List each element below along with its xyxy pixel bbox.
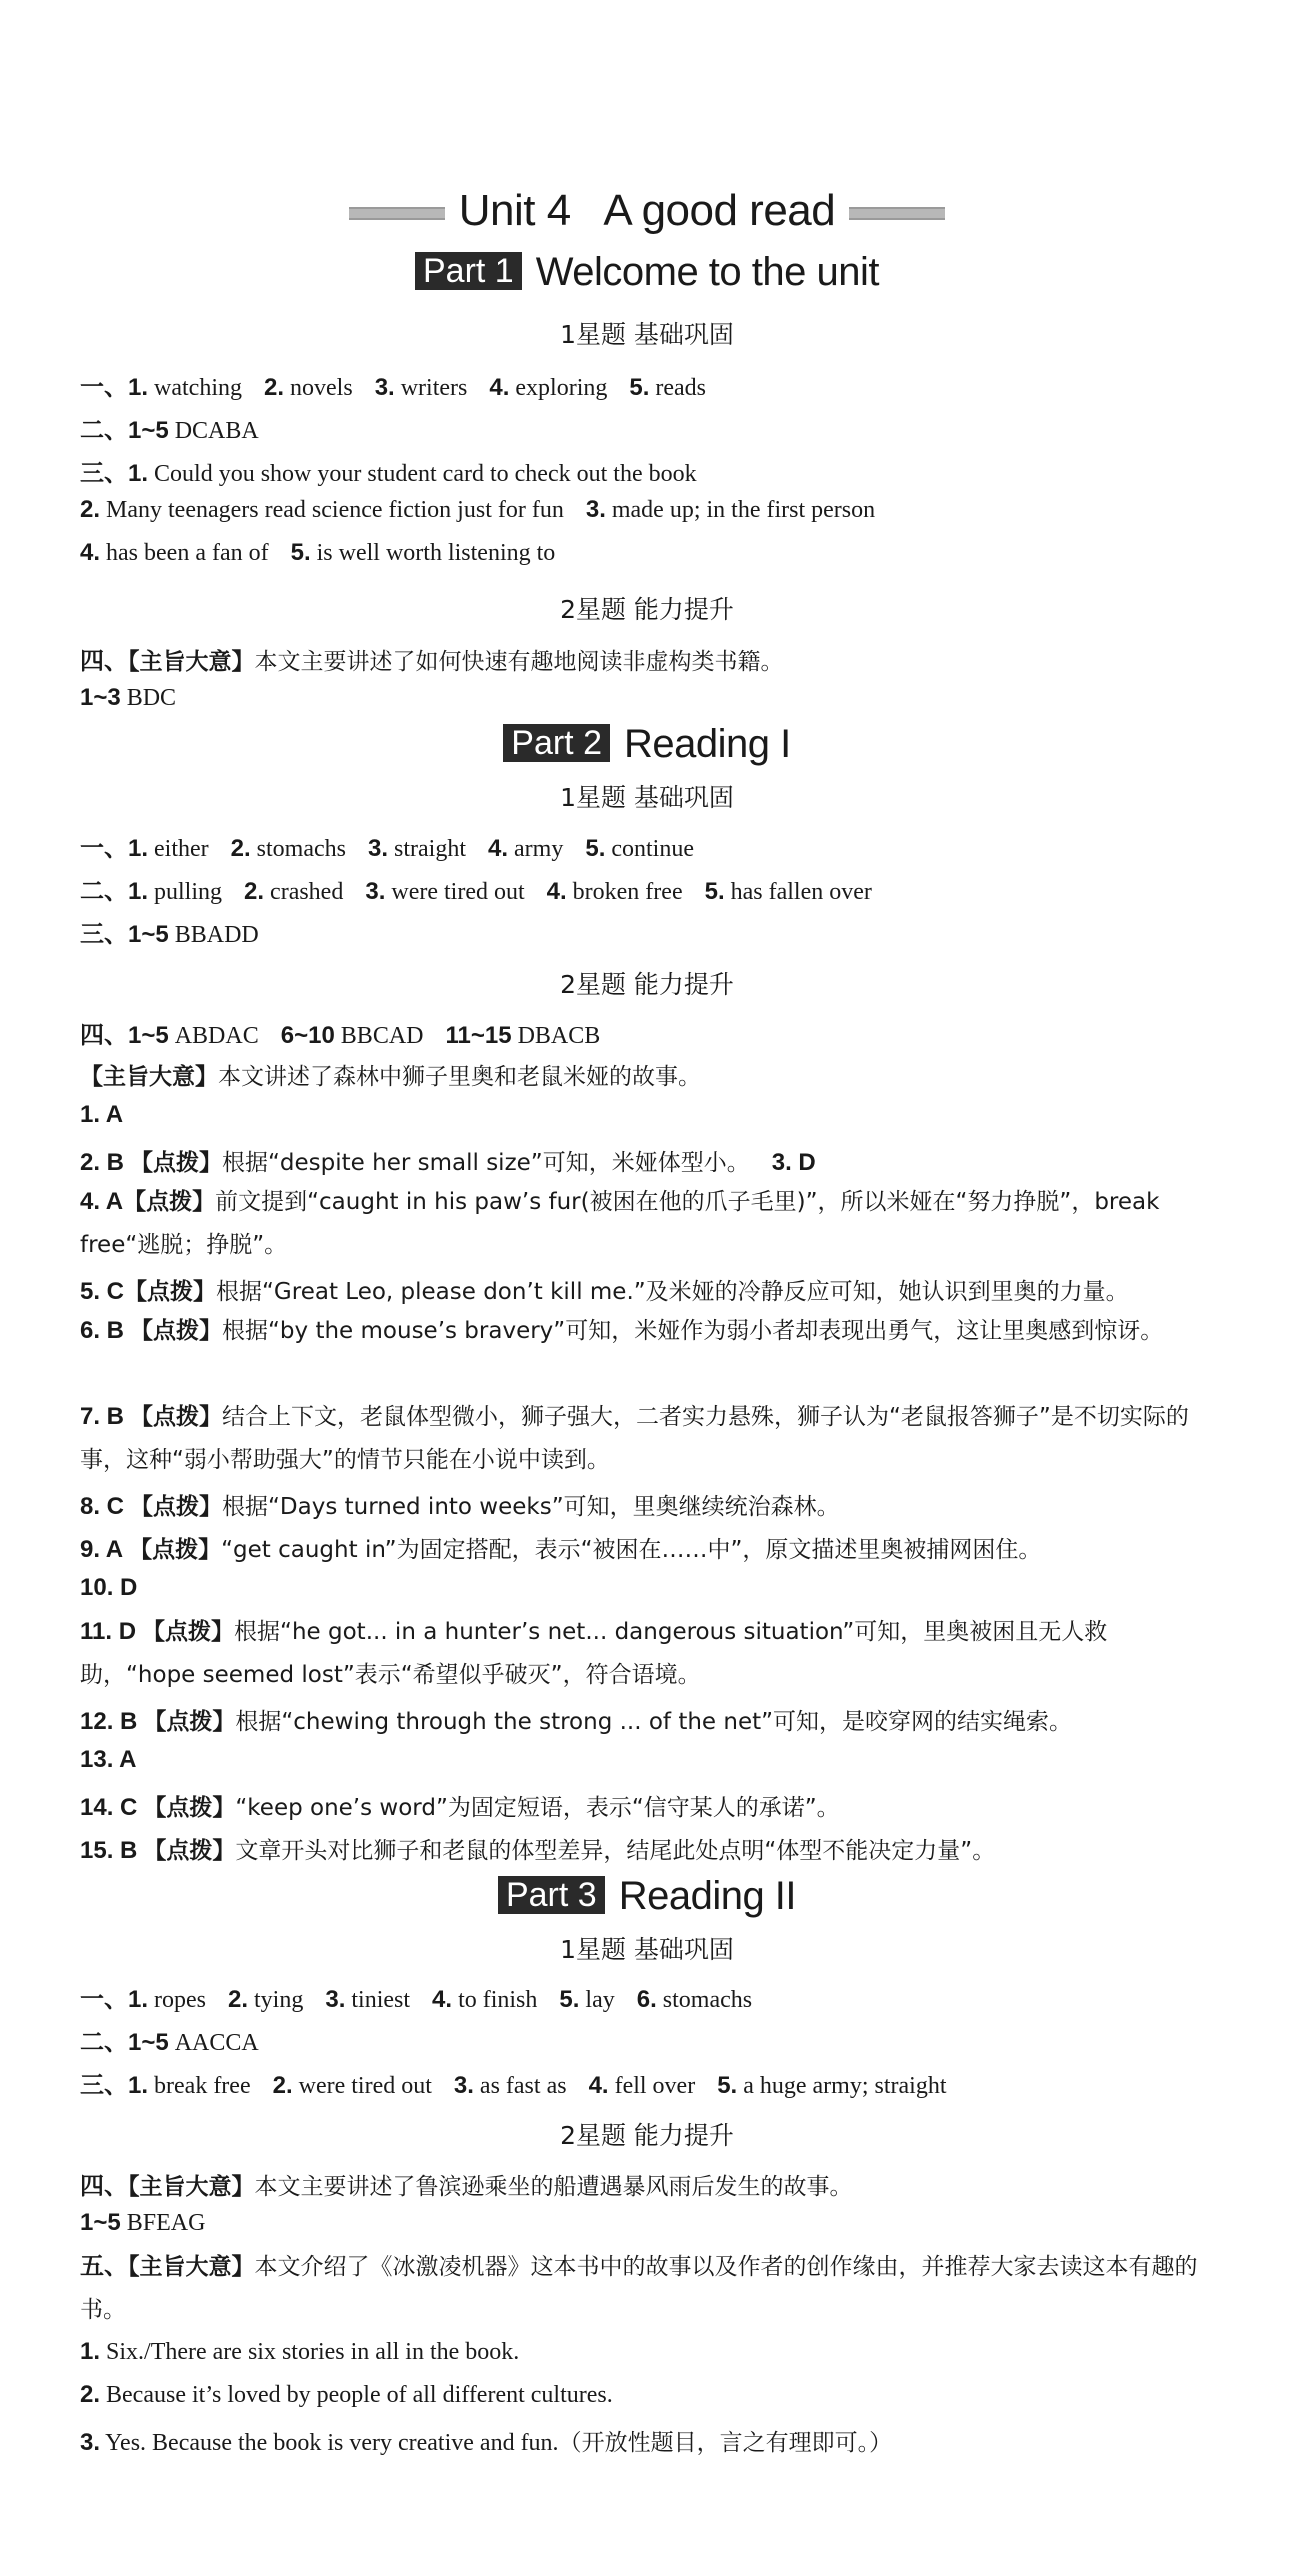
answer-text: 5. <box>629 374 650 401</box>
answer-text: straight <box>394 836 467 862</box>
answer-text: has fallen over <box>730 879 872 905</box>
answer-text: 2. B <box>80 1149 125 1176</box>
answer-text: 四、 <box>80 2173 128 2200</box>
answer-text: either <box>154 836 209 862</box>
answer-line <box>80 367 1220 402</box>
answer-text: 2. <box>80 496 101 523</box>
answer-line <box>80 1789 1220 1822</box>
answer-text: 【点拨】 <box>129 1537 222 1563</box>
answer-text: 根据“chewing through the strong ... of the net”可知，是咬穿网的结实绳索。 <box>235 1709 1073 1735</box>
answer-text: 5. <box>717 2072 738 2099</box>
answer-line <box>80 1610 1220 1697</box>
answer-text: 3. <box>325 1986 346 2013</box>
answer-text: tying <box>254 1987 304 2013</box>
answer-text: BDC <box>126 685 177 711</box>
answer-line <box>80 2065 1220 2100</box>
answer-text: 8. C <box>80 1493 125 1520</box>
answer-text: pulling <box>154 879 223 905</box>
answer-text: 1~5 <box>80 2209 121 2236</box>
answer-text: reads <box>655 375 707 401</box>
answer-line <box>80 539 1220 567</box>
answer-text: 根据“by the mouse’s bravery”可知，米娅作为弱小者却表现出勇气，这让里奥感到惊讶。 <box>222 1318 1164 1344</box>
answer-text: 2. <box>228 1986 249 2013</box>
answer-text: 11. D <box>80 1618 137 1645</box>
answer-text: 1~3 <box>80 684 121 711</box>
answer-line <box>80 2166 1220 2201</box>
unit-title <box>0 186 1294 236</box>
answer-text: 【点拨】 <box>130 1318 223 1344</box>
answer-text: 本文介绍了《冰激凌机器》这本书中的故事以及作者的创作缘由，并推荐大家去读这本有趣的书。 <box>80 2254 1198 2323</box>
answer-text: 3. <box>368 835 389 862</box>
level-heading: 2星题 能力提升 <box>560 595 734 624</box>
answer-text: 3. <box>585 496 606 523</box>
answer-line <box>80 1531 1220 1564</box>
answer-text: 1. <box>128 878 149 905</box>
answer-text: Could you show your student card to check out the book <box>154 461 697 487</box>
answer-line <box>80 828 1220 863</box>
answer-text: 4. A <box>80 1188 124 1215</box>
answer-text: to finish <box>458 1987 538 2013</box>
answer-text: 【主旨大意】 <box>128 2174 255 2200</box>
answer-text: 【点拨】 <box>124 1279 217 1305</box>
answer-text: as fast as <box>479 2073 567 2099</box>
answer-text: 2. <box>244 878 265 905</box>
answer-text: were tired out <box>298 2073 432 2099</box>
answer-text: 二、 <box>80 878 128 905</box>
answer-text: 一、 <box>80 374 128 401</box>
part-badge: Part 2 <box>503 724 610 762</box>
answer-line <box>80 1144 1220 1177</box>
answer-text: 1~5 <box>128 417 169 444</box>
answer-text: 5. C <box>80 1278 125 1305</box>
answer-text: 3. <box>453 2072 474 2099</box>
answer-text: 1. <box>128 2072 149 2099</box>
answer-line <box>80 1979 1220 2014</box>
answer-line <box>80 684 1220 712</box>
answer-line <box>80 1309 1220 1353</box>
part-badge: Part 1 <box>415 252 522 290</box>
part-1-heading <box>0 250 1294 295</box>
answer-line <box>80 410 1220 445</box>
level-heading: 1星题 基础巩固 <box>560 1935 734 1964</box>
answer-text: 5. <box>704 878 725 905</box>
part-title: Reading I <box>623 722 791 766</box>
answer-text: 四、 <box>80 1022 128 1049</box>
answer-line <box>80 2338 1220 2366</box>
unit-title-text: Unit 4 A good read <box>458 186 836 235</box>
answer-text: 3. <box>80 2429 101 2456</box>
answer-line <box>80 1058 1220 1091</box>
answer-text: 6. B <box>80 1317 125 1344</box>
answer-line <box>80 496 1220 524</box>
answer-text: 【点拨】 <box>130 1404 223 1430</box>
answer-text: DBACB <box>517 1023 601 1049</box>
answer-text: 三、 <box>80 921 128 948</box>
answer-text: 【点拨】 <box>130 1150 223 1176</box>
answer-text: Many teenagers read science fiction just for fun <box>106 497 564 523</box>
answer-text: tiniest <box>351 1987 411 2013</box>
answer-text: army <box>514 836 564 862</box>
answer-text: 1. <box>128 460 149 487</box>
answer-text: fell over <box>614 2073 696 2099</box>
answer-line <box>80 2209 1220 2237</box>
answer-text: 二、 <box>80 2029 128 2056</box>
answer-text: 3. <box>374 374 395 401</box>
answer-line <box>80 2424 1220 2457</box>
answer-text: 文章开头对比狮子和老鼠的体型差异，结尾此处点明“体型不能决定力量”。 <box>235 1838 996 1864</box>
answer-text: “get caught in”为固定搭配，表示“被困在……中”，原文描述里奥被捕网困住。 <box>221 1537 1042 1563</box>
part-3-heading <box>0 1874 1294 1919</box>
answer-line <box>80 1574 1220 1602</box>
answer-text: 二、 <box>80 417 128 444</box>
answer-text: 11~15 <box>445 1022 512 1049</box>
part-title: Welcome to the unit <box>535 250 879 294</box>
answer-text: Six./There are six stories in all in the book. <box>106 2339 520 2365</box>
answer-text: 4. <box>489 374 510 401</box>
answer-text: stomachs <box>256 836 346 862</box>
answer-text: 2. <box>264 374 285 401</box>
title-rule-left <box>349 207 445 220</box>
answer-text: （开放性题目，言之有理即可。） <box>558 2430 893 2456</box>
answer-text: ropes <box>154 1987 206 2013</box>
answer-text: 前文提到“caught in his paw’s fur(被困在他的爪子毛里)”，所以米娅在“努力挣脱”，break free“逃脱；挣脱”。 <box>80 1189 1160 1258</box>
answer-line <box>80 641 1220 676</box>
answer-text: 【主旨大意】 <box>128 2254 255 2280</box>
answer-line <box>80 1015 1220 1050</box>
answer-text: 5. <box>585 835 606 862</box>
answer-text: 3. <box>365 878 386 905</box>
answer-text: 1~5 <box>128 1022 169 1049</box>
part-2-heading <box>0 722 1294 767</box>
answer-text: 5. <box>559 1986 580 2013</box>
answer-text: 4. <box>488 835 509 862</box>
answer-text: 一、 <box>80 1986 128 2013</box>
answer-text: 【点拨】 <box>143 1838 236 1864</box>
answer-line <box>80 1101 1220 1129</box>
answer-text: 13. A <box>80 1746 137 1773</box>
answer-text: 6. <box>636 1986 657 2013</box>
answer-text: 2. <box>80 2381 101 2408</box>
answer-text: BBADD <box>174 922 259 948</box>
answer-text: watching <box>154 375 242 401</box>
answer-text: 10. D <box>80 1574 138 1601</box>
answer-text: writers <box>400 375 468 401</box>
answer-text: 【点拨】 <box>142 1619 235 1645</box>
answer-line <box>80 2381 1220 2409</box>
answer-text: 四、 <box>80 648 128 675</box>
answer-text: 7. B <box>80 1403 125 1430</box>
answer-line <box>80 1832 1220 1865</box>
level-heading: 2星题 能力提升 <box>560 2121 734 2150</box>
answer-text: 4. <box>80 539 101 566</box>
answer-line <box>80 453 1220 488</box>
answer-text: 2. <box>272 2072 293 2099</box>
answer-text: 4. <box>588 2072 609 2099</box>
answer-text: 4. <box>432 1986 453 2013</box>
answer-text: 根据“Days turned into weeks”可知，里奥继续统治森林。 <box>222 1494 840 1520</box>
answer-text: 1. A <box>80 1101 124 1128</box>
answer-text: AACCA <box>174 2030 259 2056</box>
answer-text: DCABA <box>174 418 259 444</box>
answer-text: 本文主要讲述了鲁滨逊乘坐的船遭遇暴风雨后发生的故事。 <box>254 2174 853 2200</box>
answer-text: 1. <box>128 374 149 401</box>
answer-text: Yes. Because the book is very creative and fun. <box>105 2430 559 2456</box>
answer-line <box>80 2022 1220 2057</box>
answer-text: made up; in the first person <box>611 497 876 523</box>
answer-line <box>80 1488 1220 1521</box>
answer-text: 14. C <box>80 1794 138 1821</box>
answer-text: novels <box>290 375 353 401</box>
answer-text: 【点拨】 <box>123 1189 216 1215</box>
part-badge: Part 3 <box>498 1876 605 1914</box>
answer-text: has been a fan of <box>106 540 269 566</box>
answer-text: 结合上下文，老鼠体型微小，狮子强大，二者实力悬殊，狮子认为“老鼠报答狮子”是不切实际的事，这种“弱小帮助强大”的情节只能在小说中读到。 <box>80 1404 1189 1473</box>
answer-line <box>80 914 1220 949</box>
answer-text: 三、 <box>80 2072 128 2099</box>
answer-text: 【点拨】 <box>143 1795 236 1821</box>
answer-text: 三、 <box>80 460 128 487</box>
answer-text: is well worth listening to <box>316 540 556 566</box>
answer-text: “keep one’s word”为固定短语，表示“信守某人的承诺”。 <box>235 1795 840 1821</box>
level-heading: 1星题 基础巩固 <box>560 783 734 812</box>
level-heading: 1星题 基础巩固 <box>560 320 734 349</box>
answer-text: 本文主要讲述了如何快速有趣地阅读非虚构类书籍。 <box>254 649 784 675</box>
answer-line <box>80 1395 1220 1482</box>
answer-text: 本文讲述了森林中狮子里奥和老鼠米娅的故事。 <box>218 1064 701 1090</box>
answer-text: BFEAG <box>126 2210 206 2236</box>
answer-text: 五、 <box>80 2253 128 2280</box>
answer-text: ABDAC <box>174 1023 259 1049</box>
answer-text: 3. D <box>771 1149 816 1176</box>
answer-text: BBCAD <box>340 1023 424 1049</box>
answer-text: 5. <box>290 539 311 566</box>
answer-text: were tired out <box>391 879 525 905</box>
answer-text: Because it’s loved by people of all different cultures. <box>106 2382 613 2408</box>
answer-line <box>80 871 1220 906</box>
answer-text: a huge army; straight <box>743 2073 947 2099</box>
answer-text: 12. B <box>80 1708 138 1735</box>
answer-text: 15. B <box>80 1837 138 1864</box>
answer-text: 1. <box>80 2338 101 2365</box>
level-heading: 2星题 能力提升 <box>560 970 734 999</box>
answer-line <box>80 1273 1220 1306</box>
answer-text: broken free <box>572 879 683 905</box>
answer-text: continue <box>611 836 694 862</box>
answer-text: crashed <box>270 879 344 905</box>
answer-text: 根据“he got... in a hunter’s net... dangerous situation”可知，里奥被困且无人救助，“hope seemed lost”表示“希望似乎破灭”，符合语境。 <box>80 1619 1108 1688</box>
answer-text: lay <box>585 1987 615 2013</box>
answer-line <box>80 1703 1220 1736</box>
answer-text: 6~10 <box>280 1022 335 1049</box>
answer-text: 【主旨大意】 <box>128 649 255 675</box>
answer-text: 1. <box>128 835 149 862</box>
answer-text: 一、 <box>80 835 128 862</box>
answer-text: 根据“despite her small size”可知，米娅体型小。 <box>222 1150 750 1176</box>
answer-line <box>80 2245 1220 2332</box>
answer-text: stomachs <box>662 1987 753 2013</box>
answer-text: 1~5 <box>128 921 169 948</box>
answer-text: 9. A <box>80 1536 124 1563</box>
answer-text: 4. <box>546 878 567 905</box>
answer-text: 1. <box>128 1986 149 2013</box>
answer-text: break free <box>154 2073 251 2099</box>
answer-text: exploring <box>515 375 608 401</box>
answer-text: 【点拨】 <box>130 1494 223 1520</box>
answer-text: 【主旨大意】 <box>80 1064 218 1090</box>
answer-line <box>80 1180 1220 1267</box>
answer-text: 【点拨】 <box>143 1709 236 1735</box>
answer-text: 2. <box>230 835 251 862</box>
answer-text: 1~5 <box>128 2029 169 2056</box>
part-title: Reading II <box>618 1874 797 1918</box>
answer-line <box>80 1746 1220 1774</box>
answer-text: 根据“Great Leo, please don’t kill me.”及米娅的冷静反应可知，她认识到里奥的力量。 <box>216 1279 1129 1305</box>
title-rule-right <box>849 207 945 220</box>
